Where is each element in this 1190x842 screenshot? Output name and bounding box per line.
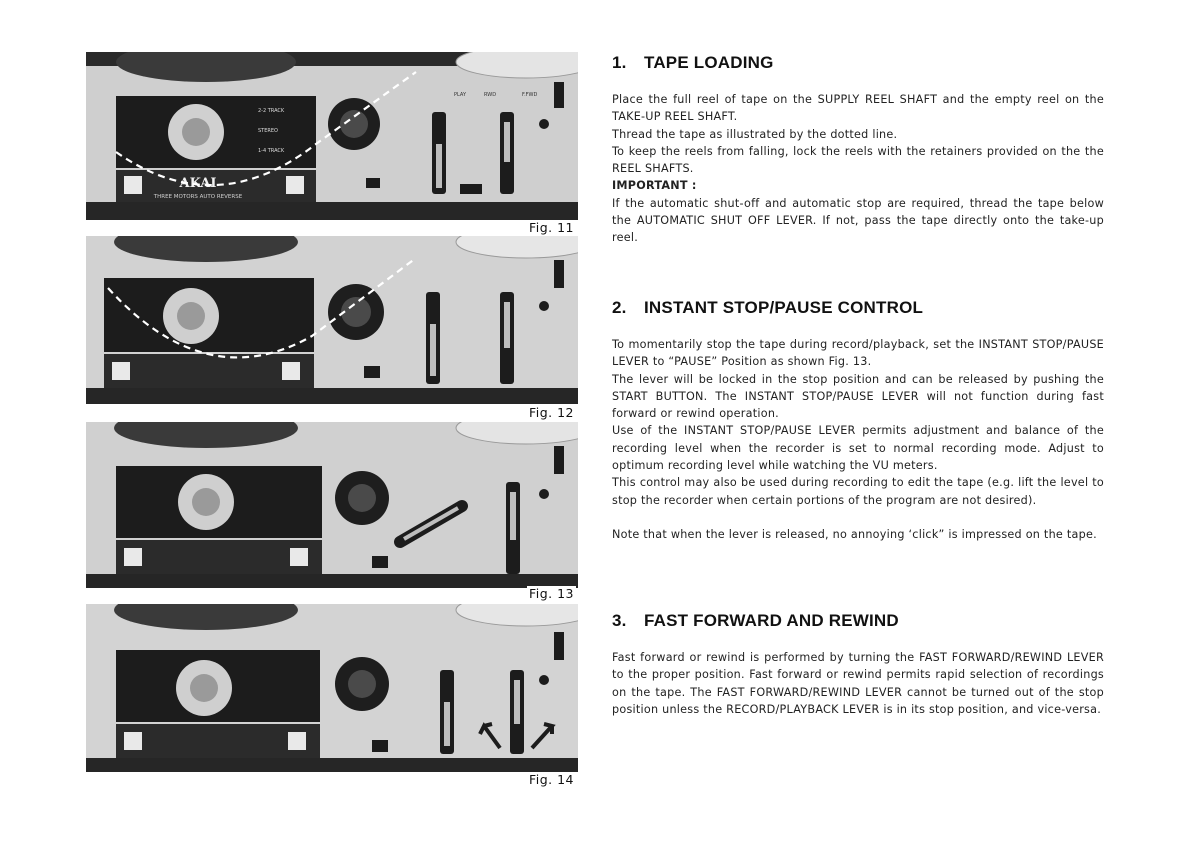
section-body xyxy=(612,336,1104,543)
paragraph: Note that when the lever is released, no annoying ‘click” is impressed on the tape. xyxy=(612,527,1097,541)
section-title: TAPE LOADING xyxy=(644,53,774,72)
track-label: 1-4 TRACK xyxy=(258,148,285,154)
section-title: FAST FORWARD AND REWIND xyxy=(644,611,899,630)
paragraph: To keep the reels from falling, lock the reels with the retainers provided on the the REEL SHAFTS. xyxy=(612,144,1104,176)
figure-column xyxy=(86,52,578,792)
mode-label: PLAY xyxy=(454,92,467,98)
figure-caption: Fig. 12 xyxy=(528,405,574,420)
section-instant-stop-pause xyxy=(612,298,1104,543)
deck-photo-fig-12 xyxy=(86,236,578,404)
figure-11 xyxy=(86,52,578,236)
paragraph: If the automatic shut-off and automatic stop are required, thread the tape below the AUTOMATIC SHUT OFF LEVER. If not, pass the tape directly onto the take-up reel. xyxy=(612,196,1104,245)
paragraph: Place the full reel of tape on the SUPPLY REEL SHAFT and the empty reel on the TAKE-UP REEL SHAFT. xyxy=(612,93,1104,124)
deck-photo-fig-13 xyxy=(86,422,578,588)
figure-caption: Fig. 13 xyxy=(528,586,574,601)
brand-logo: AKAI xyxy=(179,176,217,191)
important-label: IMPORTANT : xyxy=(612,179,697,193)
section-number: 1. xyxy=(612,53,627,72)
section-heading xyxy=(612,298,1104,318)
paragraph: Fast forward or rewind is performed by turning the FAST FORWARD/REWIND LEVER to the proper position. Fast forward or rewind permits rapid selection of recordings on the tape. The FAST FORWARD/REWIND LEVER cannot be turned out of the stop position unless the RECORD/PLAYBACK LEVER is in its stop position, and vice-versa. xyxy=(612,651,1104,716)
section-fast-forward-rewind xyxy=(612,611,1104,718)
section-body xyxy=(612,649,1104,718)
section-body xyxy=(612,91,1104,247)
paragraph: The lever will be locked in the stop position and can be released by pushing the START BUTTON. The INSTANT STOP/PAUSE LEVER will not function during fast forward or rewind operation. xyxy=(612,372,1104,421)
paragraph: This control may also be used during recording to edit the tape (e.g. lift the level to stop the recorder when certain portions of the program are not desired). xyxy=(612,476,1104,507)
section-number: 2. xyxy=(612,298,627,317)
deck-photo-fig-14 xyxy=(86,604,578,772)
paragraph: Thread the tape as illustrated by the dotted line. xyxy=(612,127,898,141)
section-number: 3. xyxy=(612,611,627,630)
section-title: INSTANT STOP/PAUSE CONTROL xyxy=(644,298,924,317)
brand-subtitle: THREE MOTORS AUTO REVERSE xyxy=(153,194,243,200)
figure-caption: Fig. 14 xyxy=(528,772,574,787)
section-heading xyxy=(612,611,1104,631)
section-heading xyxy=(612,53,1104,73)
figure-caption: Fig. 11 xyxy=(528,220,574,235)
mode-label: RWD xyxy=(484,92,497,98)
mode-label: F.FWD xyxy=(522,92,538,98)
track-label: STEREO xyxy=(258,128,278,134)
figure-12 xyxy=(86,236,578,422)
paragraph: Use of the INSTANT STOP/PAUSE LEVER permits adjustment and balance of the recording level when the recorder is set to normal recording mode. Adjust to optimum recording level while watching the VU meters. xyxy=(612,424,1104,473)
figure-13 xyxy=(86,422,578,604)
section-tape-loading xyxy=(612,53,1104,247)
track-label: 2-2 TRACK xyxy=(258,108,285,114)
paragraph: To momentarily stop the tape during record/playback, set the INSTANT STOP/PAUSE LEVER to “PAUSE” Position as shown Fig. 13. xyxy=(612,338,1104,369)
deck-photo-fig-11 xyxy=(86,52,578,220)
figure-14 xyxy=(86,604,578,792)
